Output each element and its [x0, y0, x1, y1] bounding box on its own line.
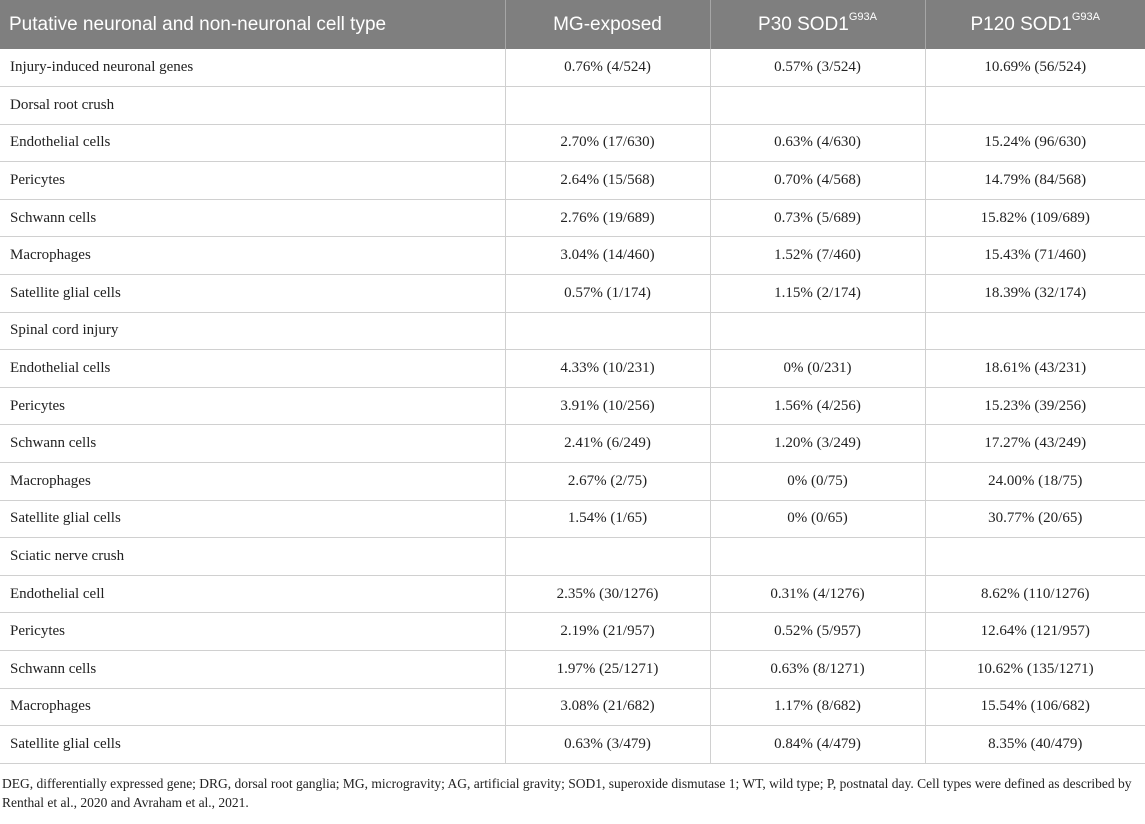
p30-value [710, 87, 925, 125]
mg-exposed-value: 0.63% (3/479) [505, 726, 710, 764]
table-row [0, 162, 1145, 200]
table-row [0, 538, 1145, 576]
p120-value: 17.27% (43/249) [925, 425, 1145, 463]
table-row [0, 726, 1145, 764]
table-row [0, 500, 1145, 538]
table-row [0, 275, 1145, 313]
mg-exposed-value [505, 87, 710, 125]
cell-type-label: Endothelial cells [0, 350, 505, 388]
p120-value: 15.43% (71/460) [925, 237, 1145, 275]
mg-exposed-value: 2.19% (21/957) [505, 613, 710, 651]
p30-value: 0.57% (3/524) [710, 49, 925, 87]
p120-value: 10.69% (56/524) [925, 49, 1145, 87]
cell-type-label: Satellite glial cells [0, 726, 505, 764]
mg-exposed-value: 2.35% (30/1276) [505, 575, 710, 613]
header-p120-text: P120 SOD1 [970, 13, 1072, 35]
p30-value [710, 538, 925, 576]
p120-value: 15.23% (39/256) [925, 387, 1145, 425]
mg-exposed-value: 2.64% (15/568) [505, 162, 710, 200]
p120-value: 18.39% (32/174) [925, 275, 1145, 313]
p120-value [925, 538, 1145, 576]
p30-value: 0.70% (4/568) [710, 162, 925, 200]
table-row [0, 237, 1145, 275]
table-row [0, 688, 1145, 726]
table-row [0, 199, 1145, 237]
cell-type-label: Spinal cord injury [0, 312, 505, 350]
p120-value: 8.35% (40/479) [925, 726, 1145, 764]
p30-value [710, 312, 925, 350]
p30-value: 0.63% (4/630) [710, 124, 925, 162]
p120-value: 15.24% (96/630) [925, 124, 1145, 162]
p30-value: 1.15% (2/174) [710, 275, 925, 313]
cell-type-label: Endothelial cells [0, 124, 505, 162]
p120-value: 12.64% (121/957) [925, 613, 1145, 651]
p30-value: 0% (0/75) [710, 463, 925, 501]
table-row [0, 350, 1145, 388]
table-row [0, 87, 1145, 125]
p30-value: 0.52% (5/957) [710, 613, 925, 651]
cell-type-label: Macrophages [0, 237, 505, 275]
p30-value: 0.63% (8/1271) [710, 651, 925, 689]
cell-type-label: Dorsal root crush [0, 87, 505, 125]
mg-exposed-value: 2.41% (6/249) [505, 425, 710, 463]
p120-value [925, 312, 1145, 350]
cell-type-label: Pericytes [0, 613, 505, 651]
mg-exposed-value: 4.33% (10/231) [505, 350, 710, 388]
p120-value: 30.77% (20/65) [925, 500, 1145, 538]
cell-type-label: Injury-induced neuronal genes [0, 49, 505, 87]
header-p120-superscript: G93A [1071, 11, 1101, 24]
p30-value: 0.31% (4/1276) [710, 575, 925, 613]
mg-exposed-value [505, 538, 710, 576]
p30-value: 1.17% (8/682) [710, 688, 925, 726]
mg-exposed-value: 1.54% (1/65) [505, 500, 710, 538]
p30-value: 1.52% (7/460) [710, 237, 925, 275]
cell-type-label: Satellite glial cells [0, 275, 505, 313]
cell-type-label: Macrophages [0, 688, 505, 726]
header-p30-sod1 [710, 0, 925, 49]
header-p30-text: P30 SOD1 [758, 13, 849, 35]
p120-value: 15.82% (109/689) [925, 199, 1145, 237]
mg-exposed-value: 3.91% (10/256) [505, 387, 710, 425]
p30-value: 1.56% (4/256) [710, 387, 925, 425]
p120-value: 10.62% (135/1271) [925, 651, 1145, 689]
header-mg-exposed: MG-exposed [505, 0, 710, 49]
mg-exposed-value: 2.76% (19/689) [505, 199, 710, 237]
cell-type-label: Schwann cells [0, 199, 505, 237]
cell-type-label: Schwann cells [0, 651, 505, 689]
table-row [0, 49, 1145, 87]
cell-type-label: Schwann cells [0, 425, 505, 463]
p30-value: 1.20% (3/249) [710, 425, 925, 463]
table-header [0, 0, 1145, 49]
p120-value: 14.79% (84/568) [925, 162, 1145, 200]
mg-exposed-value: 3.08% (21/682) [505, 688, 710, 726]
mg-exposed-value: 0.76% (4/524) [505, 49, 710, 87]
header-row [0, 0, 1145, 49]
table-row [0, 613, 1145, 651]
cell-type-label: Sciatic nerve crush [0, 538, 505, 576]
cell-type-label: Macrophages [0, 463, 505, 501]
p120-value: 15.54% (106/682) [925, 688, 1145, 726]
p120-value: 24.00% (18/75) [925, 463, 1145, 501]
table-footnote: DEG, differentially expressed gene; DRG, dorsal root ganglia; MG, microgravity; AG, artificial gravity; SOD1, superoxide dismutase 1; WT, wild type; P, postnatal day. Cell types were defined as described by Renthal et al., 2020 and Avraham et al., 2021. [2, 775, 1132, 810]
table-row [0, 463, 1145, 501]
mg-exposed-value [505, 312, 710, 350]
table-row [0, 651, 1145, 689]
table-row [0, 575, 1145, 613]
mg-exposed-value: 3.04% (14/460) [505, 237, 710, 275]
p120-value: 18.61% (43/231) [925, 350, 1145, 388]
mg-exposed-value: 2.70% (17/630) [505, 124, 710, 162]
mg-exposed-value: 0.57% (1/174) [505, 275, 710, 313]
cell-type-label: Satellite glial cells [0, 500, 505, 538]
table-row [0, 124, 1145, 162]
cell-type-label: Pericytes [0, 387, 505, 425]
p30-value: 0% (0/65) [710, 500, 925, 538]
header-p120-sod1 [925, 0, 1145, 49]
p30-value: 0.84% (4/479) [710, 726, 925, 764]
p30-value: 0% (0/231) [710, 350, 925, 388]
cell-type-label: Pericytes [0, 162, 505, 200]
table-row [0, 387, 1145, 425]
table-row [0, 425, 1145, 463]
table-row [0, 312, 1145, 350]
table-body [0, 49, 1145, 763]
p30-value: 0.73% (5/689) [710, 199, 925, 237]
cell-type-label: Endothelial cell [0, 575, 505, 613]
p120-value [925, 87, 1145, 125]
p120-value: 8.62% (110/1276) [925, 575, 1145, 613]
mg-exposed-value: 1.97% (25/1271) [505, 651, 710, 689]
mg-exposed-value: 2.67% (2/75) [505, 463, 710, 501]
header-p30-superscript: G93A [848, 11, 877, 24]
header-cell-type: Putative neuronal and non-neuronal cell type [0, 0, 505, 49]
